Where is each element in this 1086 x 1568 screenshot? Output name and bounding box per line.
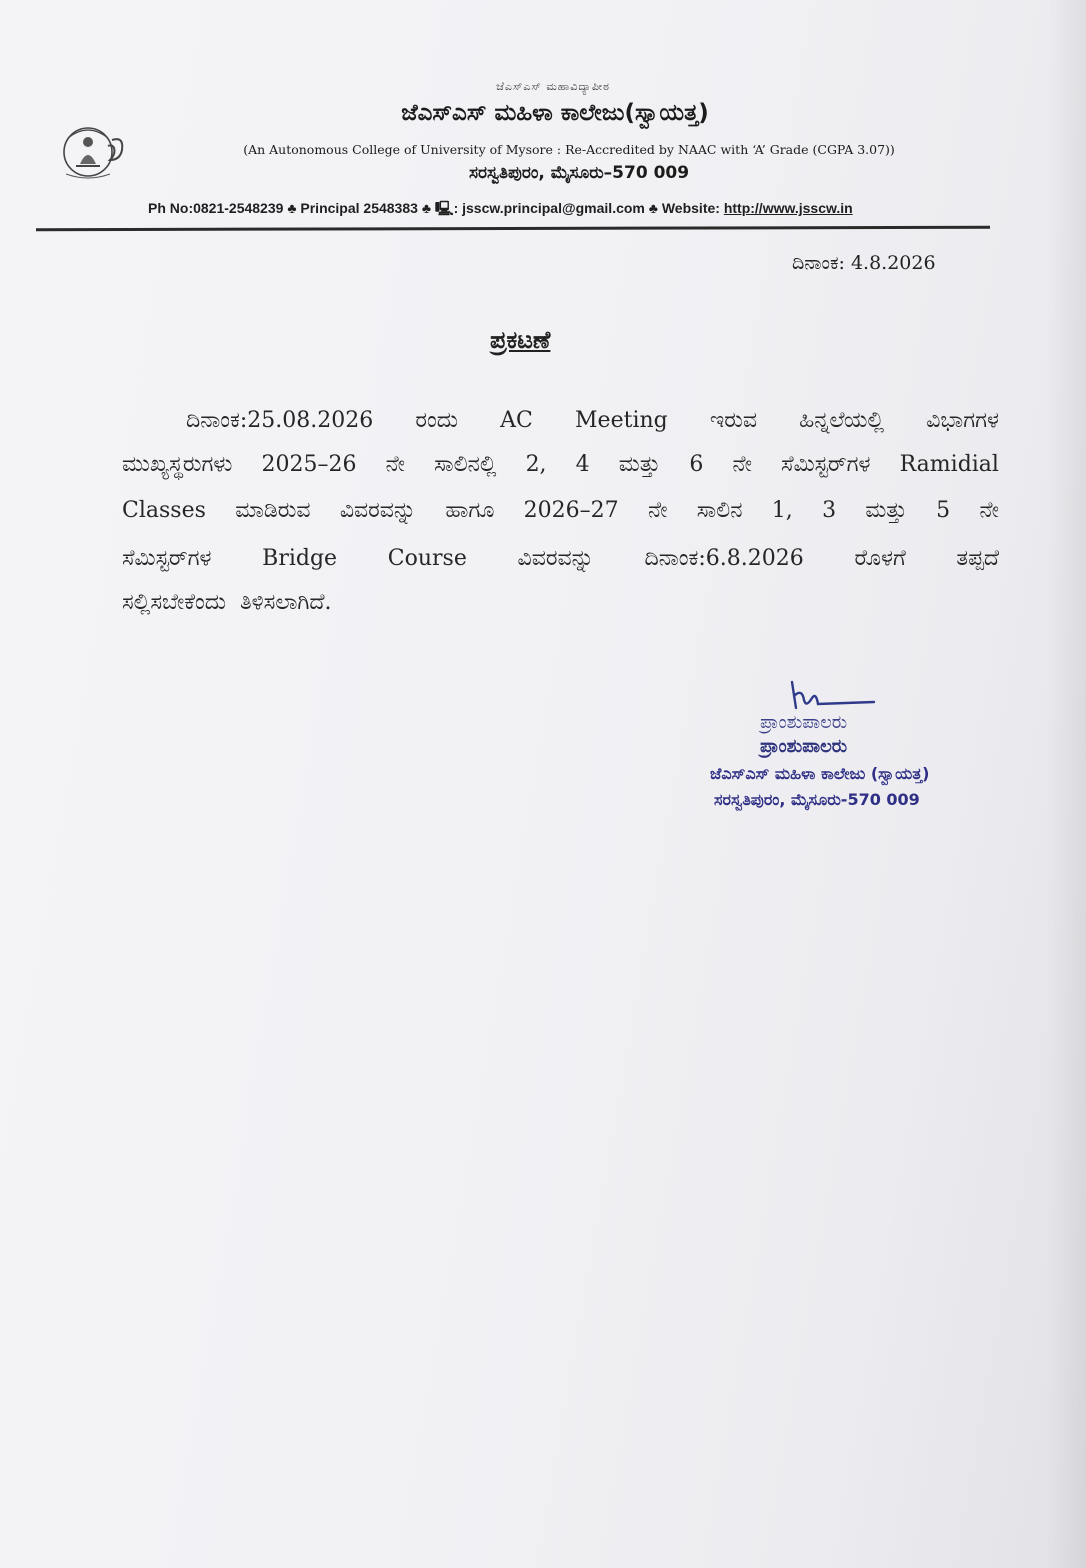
- body-word: ಸಲ್ಲಿಸಬೇಕೆಂದು: [122, 590, 226, 615]
- body-word: ವಿಭಾಗಗಳ: [926, 408, 999, 433]
- body-word: ನೇ: [385, 452, 406, 477]
- body-word: ನೇ: [979, 498, 999, 523]
- body-word: ತಪ್ಪದೆ: [956, 546, 999, 571]
- club-separator-icon: ♣: [287, 200, 301, 216]
- body-word: ಮುಖ್ಯಸ್ಥರುಗಳು: [122, 452, 233, 477]
- signatory-title-handwritten: ಪ್ರಾಂಶುಪಾಲರು: [760, 712, 848, 733]
- college-name: ಜೆಎಸ್‌ಎಸ್ ಮಹಿಳಾ ಕಾಲೇಜು(ಸ್ವಾಯತ್ತ): [401, 100, 709, 126]
- principal-phone: Principal 2548383: [300, 200, 418, 216]
- body-word: ಮತ್ತು: [865, 498, 907, 523]
- body-word: 2026–27: [523, 498, 619, 523]
- body-word: AC: [500, 408, 533, 433]
- club-separator-icon: ♣: [648, 200, 662, 216]
- body-word: ವಿವರವನ್ನು: [339, 498, 417, 523]
- college-subtitle: (An Autonomous College of University of Mysore : Re-Accredited by NAAC with ‘A’ Grade (CGPA 3.07)): [243, 142, 895, 157]
- body-word: ಮಾಡಿರುವ: [235, 498, 311, 523]
- body-word: ಸಾಲಿನ: [696, 498, 743, 523]
- body-word: ತಿಳಿಸಲಾಗಿದೆ.: [239, 590, 332, 615]
- body-word: 1,: [771, 498, 793, 523]
- notice-body-line: [186, 408, 999, 433]
- body-word: 4: [575, 452, 590, 477]
- body-word: ಸಾಲಿನಲ್ಲಿ: [434, 452, 497, 477]
- body-word: 2025–26: [261, 452, 357, 477]
- notice-body-line: [122, 498, 999, 523]
- email-address[interactable]: jsscw.principal@gmail.com: [462, 200, 645, 216]
- notice-date: ದಿನಾಂಕ: 4.8.2026: [792, 252, 936, 274]
- website-label: Website:: [661, 200, 720, 216]
- body-word: ಮತ್ತು: [618, 452, 661, 477]
- body-word: Course: [387, 546, 467, 571]
- stamp-college-name: ಜೆಎಸ್‌ಎಸ್ ಮಹಿಳಾ ಕಾಲೇಜು (ಸ್ವಾಯತ್ತ): [710, 764, 930, 783]
- body-word: Ramidial: [899, 452, 999, 477]
- college-address: ಸರಸ್ವತಿಪುರಂ, ಮೈಸೂರು–570 009: [468, 163, 690, 183]
- website-link[interactable]: http://www.jsscw.in: [723, 200, 853, 216]
- body-word: ಸೆಮಿಸ್ಟರ್‌ಗಳ: [781, 452, 871, 477]
- signatory-title-stamp: ಪ್ರಾಂಶುಪಾಲರು: [760, 736, 848, 757]
- body-word: Meeting: [575, 408, 668, 433]
- principal-signature: [786, 678, 886, 714]
- body-word: ರಂದು: [415, 408, 458, 433]
- body-word: 6: [689, 452, 704, 477]
- contact-line: [148, 198, 853, 222]
- notice-body-line: [122, 452, 999, 477]
- notice-body-line: [122, 546, 999, 571]
- notice-heading: ಪ್ರಕಟಣೆ: [490, 326, 551, 354]
- body-word: ದಿನಾಂಕ:25.08.2026: [186, 408, 374, 433]
- body-word: ಹಾಗೂ: [445, 498, 495, 523]
- body-word: ಸೆಮಿಸ್ಟರ್‌ಗಳ: [122, 546, 212, 571]
- body-word: ವಿವರವನ್ನು: [517, 546, 594, 571]
- header-divider: [36, 226, 990, 231]
- body-word: ಹಿನ್ನಲೆಯಲ್ಲಿ: [799, 408, 885, 433]
- computer-icon: 🖳:: [434, 200, 459, 216]
- body-word: 3: [822, 498, 837, 523]
- page-shadow: [1046, 0, 1086, 1568]
- body-word: ನೇ: [732, 452, 752, 477]
- letterhead-organization: ಜೆಎಸ್‌ಎಸ್ ಮಹಾವಿದ್ಯಾಪೀಠ: [496, 80, 610, 93]
- notice-body-line: [122, 590, 999, 615]
- body-word: Classes: [122, 498, 206, 523]
- body-word: ನೇ: [647, 498, 668, 523]
- body-word: 2,: [525, 452, 547, 477]
- club-separator-icon: ♣: [421, 200, 431, 216]
- stamp-address: ಸರಸ್ವತಿಪುರಂ, ಮೈಸೂರು-570 009: [714, 790, 920, 809]
- body-word: ಇರುವ: [709, 408, 757, 433]
- body-word: ದಿನಾಂಕ:6.8.2026: [644, 546, 804, 571]
- body-word: 5: [936, 498, 951, 523]
- phone-number: Ph No:0821-2548239: [148, 200, 284, 216]
- body-word: Bridge: [262, 546, 338, 571]
- body-word: ರೊಳಗೆ: [854, 546, 906, 571]
